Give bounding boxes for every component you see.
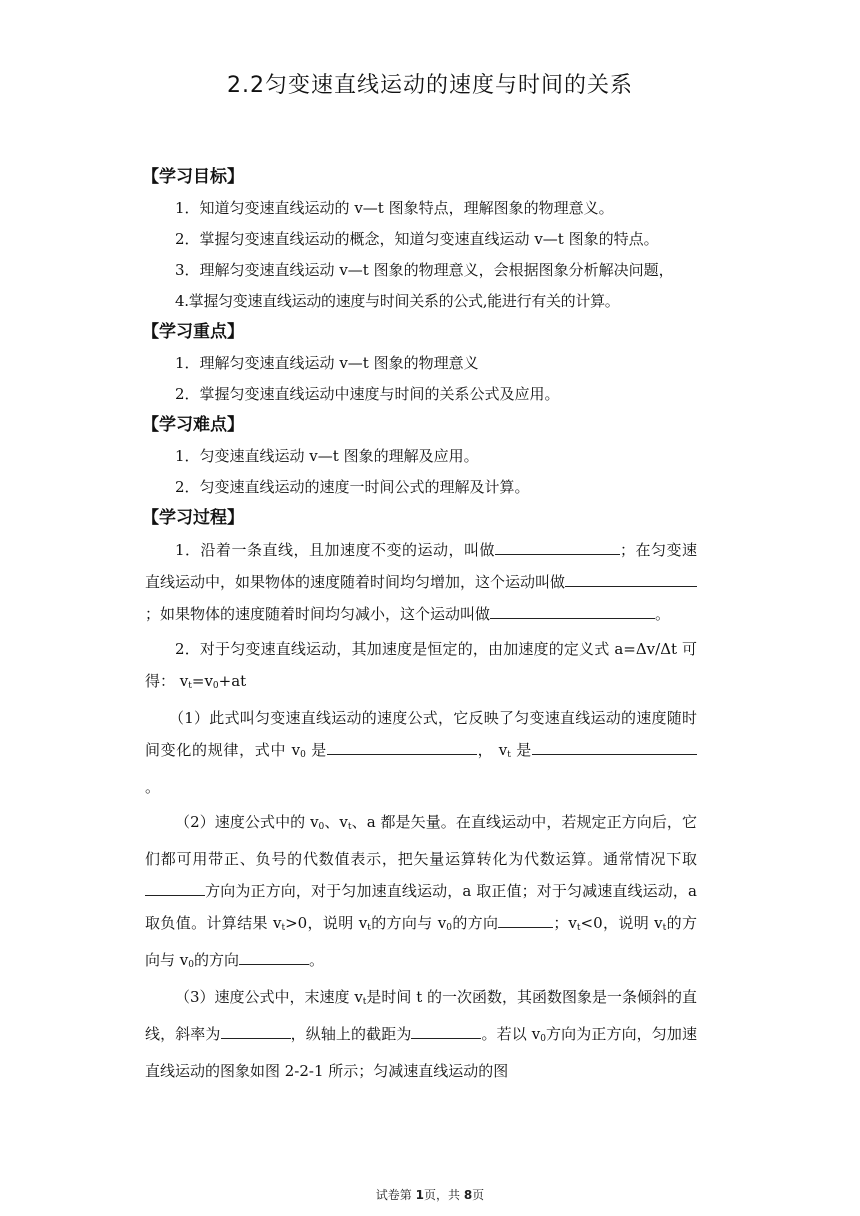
- section-heading-difficulties: 【学习难点】: [142, 415, 244, 435]
- fill-blank[interactable]: [221, 1020, 291, 1039]
- fill-blank[interactable]: [532, 736, 697, 755]
- process-paragraph-5: （3）速度公式中，末速度 $v_t$是时间 t 的一次函数，其函数图象是一条倾斜的直线，斜率为 ，纵轴上的截距为 。若以 $v_0$方向为正方向，匀加速直线运动的图象如图 2-2-1 所示；匀减速直线运动的图: [145, 988, 697, 1080]
- process-paragraph-4: （2）速度公式中的 $v_0$、$v_t$、a 都是矢量。在直线运动中，若规定正方向后，它们都可用带正、负号的代数值表示，把矢量运算转化为代数运算。通常情况下取方向为正方向，对于匀加速直线运动，a 取正值；对于匀减速直线运动，a 取负值。计算结果 $v_t>0$，说明 $v_t$的方向与 $v_0$的方向 ；$v_t<0$，说明 $v_t$的方向与 $v_0$的方向 。: [145, 813, 697, 970]
- fill-blank[interactable]: [239, 946, 309, 965]
- page-number: 1: [415, 1188, 424, 1202]
- key-point-item: 1．理解匀变速直线运动 v—t 图象的物理意义: [175, 354, 479, 372]
- section-heading-goals: 【学习目标】: [142, 167, 244, 187]
- page-footer: 试卷第 1页，共 8页: [375, 1188, 485, 1202]
- process-paragraph-3: （1）此式叫匀变速直线运动的速度公式，它反映了匀变速直线运动的速度随时间变化的规律，式中 $v_0$ 是 ， $v_t$ 是。: [145, 709, 697, 796]
- section-heading-key-points: 【学习重点】: [142, 322, 244, 342]
- difficulty-item: 2．匀变速直线运动的速度一时间公式的理解及计算。: [175, 478, 530, 496]
- page-title: 2.2匀变速直线运动的速度与时间的关系: [227, 73, 633, 98]
- process-paragraph-1: 1．沿着一条直线，且加速度不变的运动，叫做 ；在匀变速直线运动中，如果物体的速度随着时间均匀增加，这个运动叫做；如果物体的速度随着时间均匀减小，这个运动叫做 。: [145, 534, 697, 630]
- section-heading-process: 【学习过程】: [142, 508, 244, 528]
- fill-blank[interactable]: [495, 536, 620, 555]
- process-paragraph-2: 2．对于匀变速直线运动，其加速度是恒定的，由加速度的定义式 a=Δv/Δt 可得： $v_t=v_0+at$: [145, 640, 697, 691]
- fill-blank[interactable]: [411, 1020, 481, 1039]
- document-body: [142, 162, 697, 1087]
- goal-item: 4.掌握匀变速直线运动的速度与时间关系的公式,能进行有关的计算。: [175, 292, 620, 310]
- fill-blank[interactable]: [490, 600, 655, 619]
- fill-blank[interactable]: [565, 568, 697, 587]
- fill-blank[interactable]: [498, 909, 553, 928]
- goal-item: 3．理解匀变速直线运动 v—t 图象的物理意义，会根据图象分析解决问题，: [175, 261, 674, 279]
- goal-item: 2．掌握匀变速直线运动的概念，知道匀变速直线运动 v—t 图象的特点。: [175, 230, 659, 248]
- key-point-item: 2．掌握匀变速直线运动中速度与时间的关系公式及应用。: [175, 385, 560, 403]
- page-total: 8: [463, 1188, 473, 1202]
- difficulty-item: 1．匀变速直线运动 v—t 图象的理解及应用。: [175, 447, 479, 465]
- fill-blank[interactable]: [145, 877, 205, 896]
- fill-blank[interactable]: [327, 736, 477, 755]
- goal-item: 1．知道匀变速直线运动的 v—t 图象特点，理解图象的物理意义。: [175, 199, 614, 217]
